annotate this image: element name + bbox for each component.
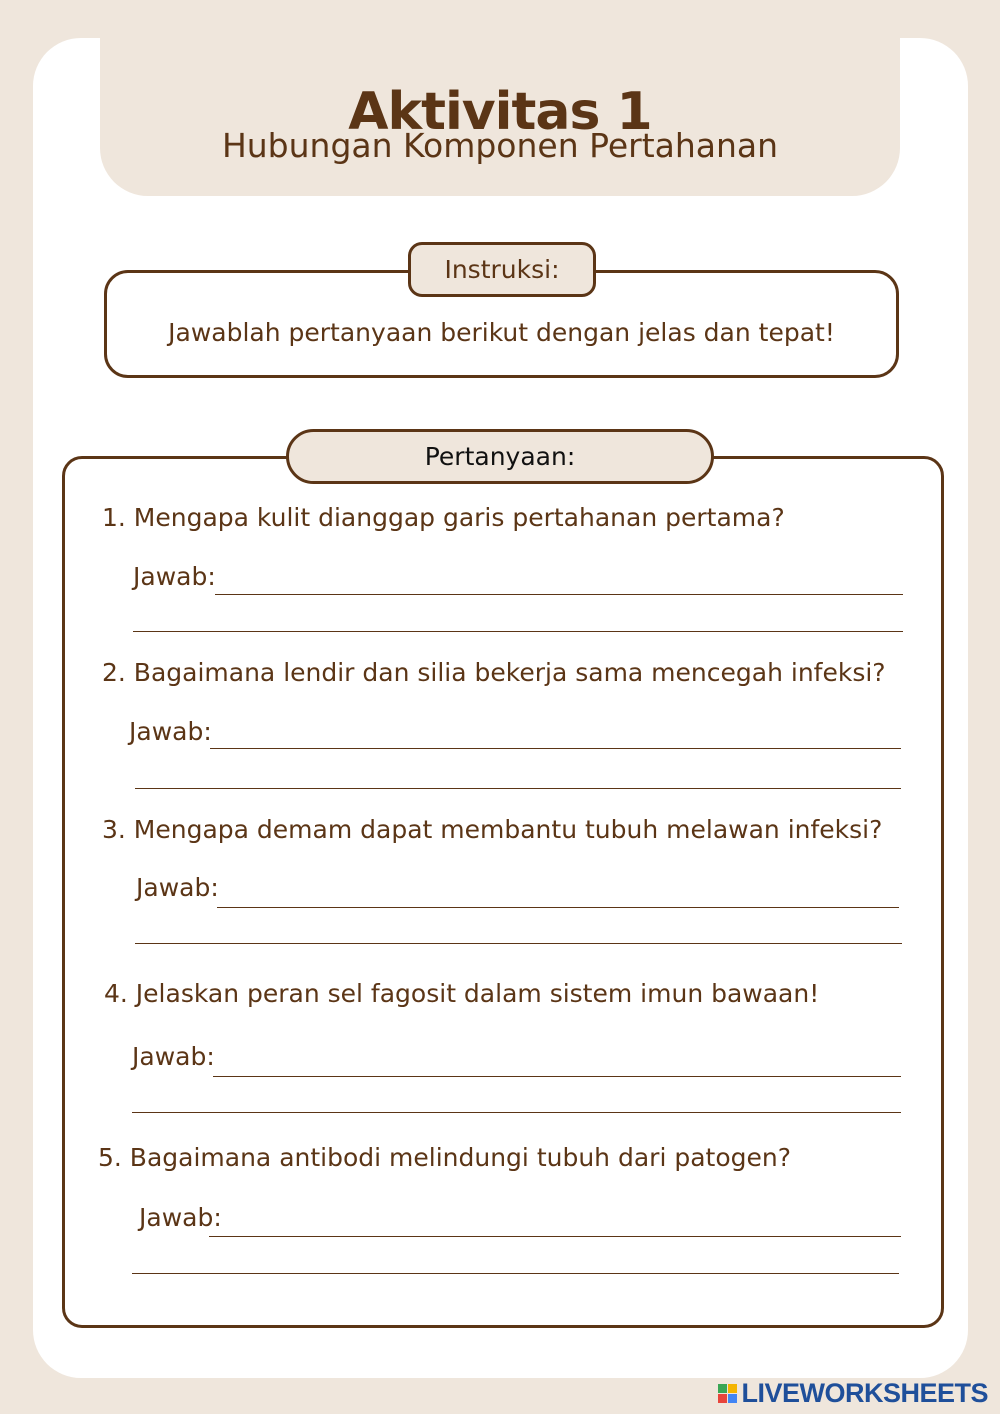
logo-icon xyxy=(718,1384,737,1403)
answer-label-3: Jawab: xyxy=(136,873,219,902)
answer-line-4a[interactable] xyxy=(213,1076,901,1077)
liveworksheets-logo[interactable] xyxy=(718,1377,988,1408)
questions-label: Pertanyaan: xyxy=(286,429,714,484)
page-title: Aktivitas 1 xyxy=(348,82,652,142)
answer-line-3b[interactable] xyxy=(135,943,902,944)
logo-square-yellow xyxy=(728,1384,737,1393)
answer-label-5: Jawab: xyxy=(139,1203,222,1232)
question-5: 5. Bagaimana antibodi melindungi tubuh dari patogen? xyxy=(98,1143,791,1172)
answer-line-5a[interactable] xyxy=(209,1236,901,1237)
answer-line-4b[interactable] xyxy=(132,1112,901,1113)
answer-line-2a[interactable] xyxy=(210,748,901,749)
question-3: 3. Mengapa demam dapat membantu tubuh melawan infeksi? xyxy=(102,815,883,844)
answer-label-1: Jawab: xyxy=(133,562,216,591)
logo-square-red xyxy=(718,1394,727,1403)
answer-line-5b[interactable] xyxy=(132,1273,899,1274)
question-2: 2. Bagaimana lendir dan silia bekerja sama mencegah infeksi? xyxy=(102,658,886,687)
answer-label-2: Jawab: xyxy=(129,717,212,746)
page-subtitle: Hubungan Komponen Pertahanan xyxy=(221,126,779,165)
instructions-label: Instruksi: xyxy=(408,242,596,297)
instructions-text: Jawablah pertanyaan berikut dengan jelas dan tepat! xyxy=(168,318,835,347)
logo-text: LIVEWORKSHEETS xyxy=(741,1377,988,1408)
question-4: 4. Jelaskan peran sel fagosit dalam sistem imun bawaan! xyxy=(104,979,820,1008)
answer-line-3a[interactable] xyxy=(217,907,899,908)
header-banner xyxy=(100,38,900,196)
answer-line-2b[interactable] xyxy=(135,788,901,789)
logo-square-blue xyxy=(728,1394,737,1403)
logo-square-green xyxy=(718,1384,727,1393)
question-1: 1. Mengapa kulit dianggap garis pertahanan pertama? xyxy=(102,503,785,532)
answer-label-4: Jawab: xyxy=(132,1042,215,1071)
answer-line-1a[interactable] xyxy=(215,594,903,595)
answer-line-1b[interactable] xyxy=(133,631,903,632)
